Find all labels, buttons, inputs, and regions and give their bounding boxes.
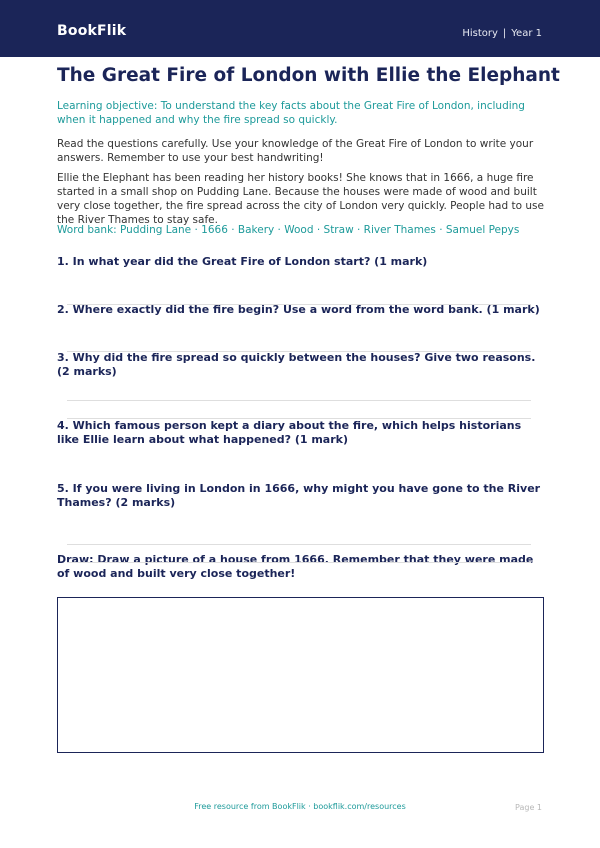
question-3: 3. Why did the fire spread so quickly between the houses? Give two reasons. (2 marks): [57, 351, 536, 378]
subject-label: History: [462, 28, 498, 39]
page-number: Page 1: [515, 803, 542, 812]
question-5: 5. If you were living in London in 1666, why might you have gone to the River Thames? (2 marks): [57, 482, 541, 509]
footer-text: Free resource from BookFlik · bookflik.com/resources: [194, 802, 406, 811]
answer-line[interactable]: [67, 562, 531, 563]
story-paragraph: Ellie the Elephant has been reading her history books! She knows that in 1666, a huge fire started in a small shop on Pudding Lane. Because the houses were made of wood and built very close together, the fire spread across the city of London very quickly. People had to use the River Thames to stay safe.: [57, 172, 544, 226]
year-label: Year 1: [511, 28, 542, 39]
word-bank: Word bank: Pudding Lane · 1666 · Bakery · Wood · Straw · River Thames · Samuel Pepys: [57, 224, 520, 236]
question-4: 4. Which famous person kept a diary about the fire, which helps historians like Ellie learn about what happened? (1 mark): [57, 419, 522, 446]
instructions: Read the questions carefully. Use your knowledge of the Great Fire of London to write your answers. Remember to use your best handwriting!: [57, 138, 534, 164]
draw-prompt: Draw: Draw a picture of a house from 1666. Remember that they were made of wood and built very close together!: [57, 553, 534, 580]
subject-year: [462, 28, 542, 39]
answer-line[interactable]: [67, 400, 531, 401]
answer-line[interactable]: [67, 544, 531, 545]
learning-objective: Learning objective: To understand the key facts about the Great Fire of London, including when it happened and why the fire spread so quickly.: [57, 100, 525, 126]
separator: |: [502, 28, 507, 39]
page-title: The Great Fire of London with Ellie the Elephant: [57, 65, 560, 86]
brand-logo: BookFlik: [57, 23, 127, 39]
question-1: 1. In what year did the Great Fire of London start? (1 mark): [57, 255, 428, 268]
header-bar: [0, 0, 600, 57]
question-2: 2. Where exactly did the fire begin? Use a word from the word bank. (1 mark): [57, 303, 540, 316]
drawing-box[interactable]: [57, 597, 544, 753]
